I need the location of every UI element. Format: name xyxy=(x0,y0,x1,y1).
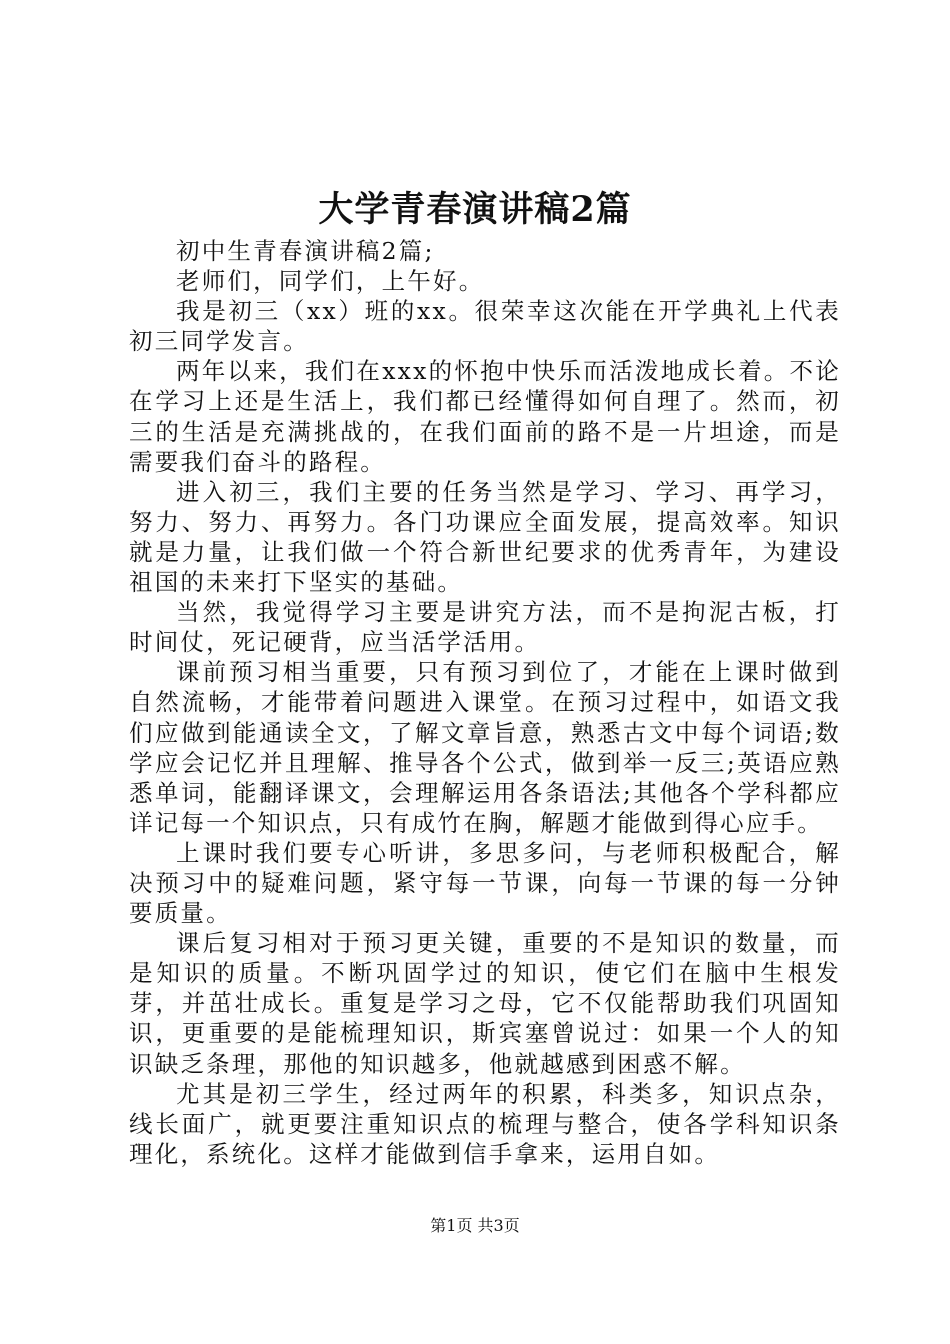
paragraph: 老师们，同学们，上午好。 xyxy=(176,267,485,296)
paragraph: 上课时我们要专心听讲，多思多问，与老师积极配合，解决预习中的疑难问题，紧守每一节课，向每一节课的每一分钟要质量。 xyxy=(129,838,841,928)
paragraph: 进入初三，我们主要的任务当然是学习、学习、再学习，努力、努力、再努力。各门功课应全面发展，提高效率。知识就是力量，让我们做一个符合新世纪要求的优秀青年，为建设祖国的未来打下坚实的基础。 xyxy=(129,477,841,597)
paragraph: 尤其是初三学生，经过两年的积累，科类多，知识点杂，线长面广，就更要注重知识点的梳理与整合，使各学科知识条理化，系统化。这样才能做到信手拿来，运用自如。 xyxy=(129,1079,841,1168)
document-title: 大学青春演讲稿2篇 xyxy=(318,189,632,230)
page-number-footer: 第1页 共3页 xyxy=(430,1216,520,1235)
paragraph: 课后复习相对于预习更关键，重要的不是知识的数量，而是知识的质量。不断巩固学过的知识，使它们在脑中生根发芽，并茁壮成长。重复是学习之母，它不仅能帮助我们巩固知识，更重要的是能梳理知识，斯宾塞曾说过：如果一个人的知识缺乏条理，那他的知识越多，他就越感到困惑不解。 xyxy=(129,929,841,1078)
document-body xyxy=(129,236,841,1169)
paragraph: 当然，我觉得学习主要是讲究方法，而不是拘泥古板，打时间仗，死记硬背，应当活学活用。 xyxy=(129,598,841,657)
paragraph: 我是初三（xx）班的xx。很荣幸这次能在开学典礼上代表初三同学发言。 xyxy=(129,297,841,356)
paragraph: 初中生青春演讲稿2篇; xyxy=(176,237,435,265)
paragraph: 课前预习相当重要，只有预习到位了，才能在上课时做到自然流畅，才能带着问题进入课堂。在预习过程中，如语文我们应做到能通读全文，了解文章旨意，熟悉古文中每个词语;数学应会记忆并且理解、推导各个公式，做到举一反三;英语应熟悉单词，能翻译课文，会理解运用各条语法;其他各个学科都应详记每一个知识点，只有成竹在胸，解题才能做到得心应手。 xyxy=(129,658,841,837)
paragraph: 两年以来，我们在xxx的怀抱中快乐而活泼地成长着。不论在学习上还是生活上，我们都已经懂得如何自理了。然而，初三的生活是充满挑战的，在我们面前的路不是一片坦途，而是需要我们奋斗的路程。 xyxy=(129,357,841,476)
